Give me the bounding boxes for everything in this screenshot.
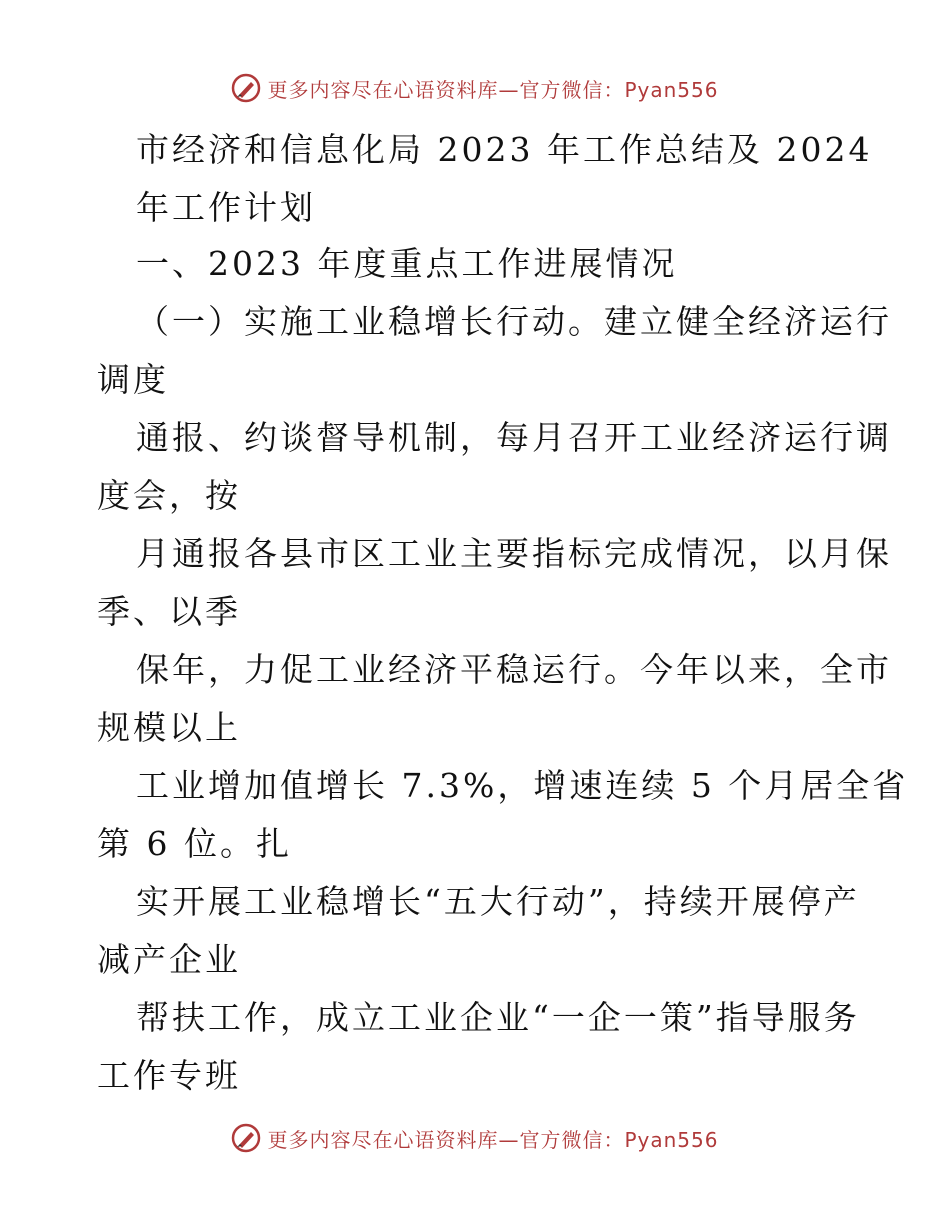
paragraph-line: 度会，按 [97,476,241,515]
watermark-header [0,73,950,103]
paragraph-line: 通报、约谈督导机制，每月召开工业经济运行调 [136,418,892,457]
watermark-footer [0,1123,950,1153]
paragraph-line: 工作专班 [97,1056,241,1095]
doc-title-line-2: 年工作计划 [136,188,316,227]
paragraph-line: （一）实施工业稳增长行动。建立健全经济运行 [136,302,892,341]
section-heading: 一、2023 年度重点工作进展情况 [136,244,678,283]
watermark-text: 更多内容尽在心语资料库—官方微信：Pyan556 [267,77,719,102]
doc-title-line-1: 市经济和信息化局 2023 年工作总结及 2024 [136,130,873,169]
paragraph-line: 第 6 位。扎 [97,824,292,863]
paragraph-line: 帮扶工作，成立工业企业“一企一策”指导服务 [136,998,860,1037]
paragraph-line: 规模以上 [97,708,241,747]
pen-logo-icon [231,73,261,103]
watermark-text: 更多内容尽在心语资料库—官方微信：Pyan556 [267,1127,719,1152]
paragraph-line: 工业增加值增长 7.3%，增速连续 5 个月居全省 [136,766,909,805]
paragraph-line: 季、以季 [97,592,241,631]
paragraph-line: 月通报各县市区工业主要指标完成情况，以月保 [136,534,892,573]
paragraph-line: 保年，力促工业经济平稳运行。今年以来，全市 [136,650,892,689]
paragraph-line: 实开展工业稳增长“五大行动”，持续开展停产 [136,882,860,921]
pen-logo-icon [231,1123,261,1153]
paragraph-line: 调度 [97,360,169,399]
paragraph-line: 减产企业 [97,940,241,979]
